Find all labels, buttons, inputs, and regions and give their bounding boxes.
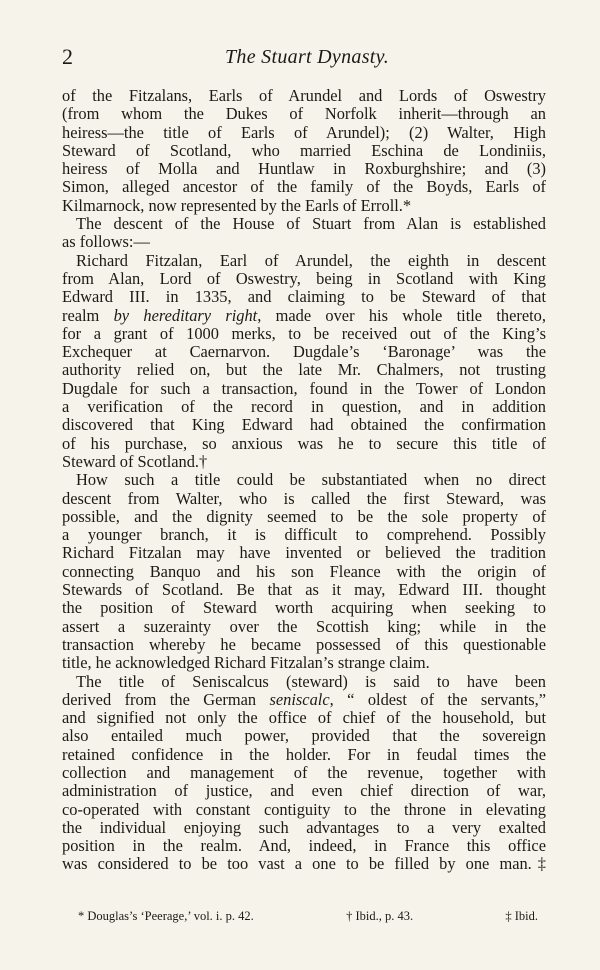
text-line (62, 746, 546, 764)
text-line (62, 252, 546, 270)
line-text: and signified not only the office of chief of the household, but (62, 709, 546, 728)
text-line (62, 764, 546, 782)
text-line (62, 343, 546, 361)
line-text: for a grant of 1000 merks, to be received out of the King’s (62, 324, 546, 343)
text-line (62, 544, 546, 562)
text-line (62, 178, 546, 196)
line-text: the position of Steward worth acquiring when seeking to (62, 599, 546, 618)
text-line (62, 233, 546, 251)
line-text: a younger branch, it is difficult to comprehend. Possibly (62, 526, 546, 545)
text-line (62, 563, 546, 581)
line-text: administration of justice, and even chief direction of war, (62, 782, 546, 801)
line-text: co-operated with constant contiguity to the throne in elevating (62, 800, 546, 819)
italic-text: by hereditary right (113, 306, 258, 325)
line-text: as follows:— (62, 233, 150, 252)
text-line (62, 819, 546, 837)
running-title: The Stuart Dynasty. (224, 46, 390, 68)
line-text: of the Fitzalans, Earls of Arundel and Lords of Oswestry (62, 87, 546, 105)
text-line (62, 160, 546, 178)
text-line (62, 398, 546, 416)
text-line (62, 673, 546, 691)
line-text: The title of Seniscalcus (steward) is said to have been (76, 672, 546, 691)
line-text: title, he acknowledged Richard Fitzalan’s strange claim. (62, 654, 430, 673)
text-line (62, 691, 546, 709)
line-text: collection and management of the revenue, together with (62, 763, 546, 782)
line-text: also entailed much power, provided that the sovereign (62, 727, 546, 746)
line-text: Stewards of Scotland. Be that as it may, Edward III. thought (62, 581, 546, 600)
text-line (62, 654, 546, 672)
text-line (62, 288, 546, 306)
text-line (62, 435, 546, 453)
line-text: Dugdale for such a transaction, found in the Tower of London (62, 379, 546, 398)
text-line (62, 380, 546, 398)
text-line (62, 105, 546, 123)
text-line (62, 307, 546, 325)
text-line (62, 508, 546, 526)
line-text: possible, and the dignity seemed to be the sole property of (62, 507, 546, 526)
text-line (62, 855, 546, 873)
italic-text: seniscalc (269, 690, 330, 709)
line-text: Kilmarnock, now represented by the Earls of Erroll.* (62, 196, 412, 215)
footnotes (78, 909, 538, 924)
text-line (62, 471, 546, 489)
line-text: the individual enjoying such advantages to a very exalted (62, 818, 546, 837)
text-line (62, 215, 546, 233)
line-text: descent from Walter, who is called the first Steward, was (62, 489, 546, 508)
text-line (62, 416, 546, 434)
text-line (62, 727, 546, 745)
line-text: heiress of Molla and Huntlaw in Roxburghshire; and (3) (62, 160, 546, 179)
line-text: Steward of Scotland, who married Eschina de Londiniis, (62, 141, 546, 160)
line-text: heiress—the title of Earls of Arundel); (2) Walter, High (62, 123, 546, 142)
text-line (62, 325, 546, 343)
text-line (62, 782, 546, 800)
text-line (62, 124, 546, 142)
text-line (62, 837, 546, 855)
line-text: of his purchase, so anxious was he to secure this title of (62, 434, 546, 453)
footnote-2: † Ibid., p. 43. (346, 909, 414, 923)
text-line (62, 801, 546, 819)
body-text (62, 87, 546, 874)
line-text: How such a title could be substantiated when no direct (76, 471, 546, 490)
line-text: discovered that King Edward had obtained the confirmation (62, 416, 546, 435)
line-text: , “ oldest of the servants,” (329, 690, 546, 709)
line-text: transaction whereby he became possessed of this questionable (62, 635, 546, 654)
line-text: connecting Banquo and his son Fleance with the origin of (62, 562, 546, 581)
line-text: from Alan, Lord of Oswestry, being in Scotland with King (62, 269, 546, 288)
text-line (62, 636, 546, 654)
page-header (62, 44, 552, 70)
text-line (62, 453, 546, 471)
line-text: Exchequer at Caernarvon. Dugdale’s ‘Baronage’ was the (62, 343, 546, 362)
text-line (62, 599, 546, 617)
line-text: was considered to be too vast a one to be filled by one man.‡ (62, 855, 546, 874)
line-text: retained confidence in the holder. For in feudal times the (62, 745, 546, 764)
line-text: a verification of the record in question, and in addition (62, 398, 546, 417)
text-line (62, 87, 546, 105)
text-line (62, 709, 546, 727)
line-text: position in the realm. And, indeed, in France this office (62, 837, 546, 856)
line-text: Simon, alleged ancestor of the family of the Boyds, Earls of (62, 178, 546, 197)
line-text: derived from the German (62, 690, 270, 709)
text-line (62, 361, 546, 379)
footnote-3: ‡ Ibid. (505, 909, 538, 923)
text-line (62, 142, 546, 160)
line-text: Richard Fitzalan, Earl of Arundel, the eighth in descent (76, 251, 546, 270)
text-line (62, 270, 546, 288)
text-line (62, 490, 546, 508)
line-text: Richard Fitzalan may have invented or believed the tradition (62, 544, 546, 563)
line-text: assert a suzerainty over the Scottish king; while in the (62, 617, 546, 636)
line-text: realm (62, 306, 114, 325)
footnote-1: * Douglas’s ‘Peerage,’ vol. i. p. 42. (78, 909, 254, 923)
text-line (62, 526, 546, 544)
line-text: (from whom the Dukes of Norfolk inherit—through an (62, 105, 546, 124)
text-line (62, 197, 546, 215)
line-text: , made over his whole title thereto, (257, 306, 546, 325)
page-number: 2 (62, 44, 73, 69)
line-text: The descent of the House of Stuart from Alan is established (76, 215, 546, 234)
line-text: authority relied on, but the late Mr. Chalmers, not trusting (62, 361, 546, 380)
text-line (62, 618, 546, 636)
text-line (62, 581, 546, 599)
line-text: Edward III. in 1335, and claiming to be Steward of that (62, 288, 546, 307)
line-text: Steward of Scotland.† (62, 452, 208, 471)
